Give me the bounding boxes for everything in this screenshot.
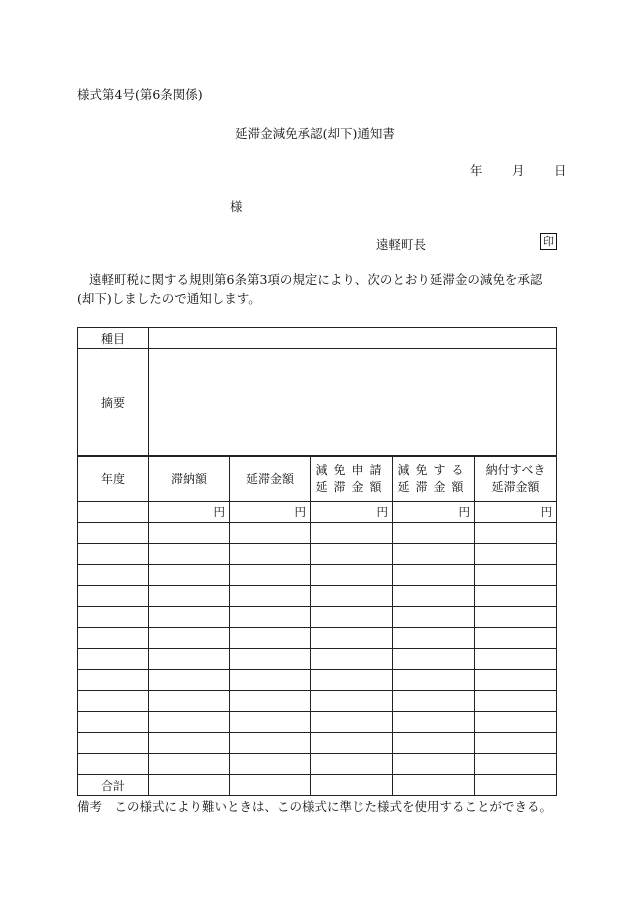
type-value-cell — [149, 328, 557, 349]
addressee-honorific: 様 — [230, 199, 243, 214]
unit-label: 円 — [311, 502, 393, 523]
col-header-payable-late-fee: 納付すべき 延滞金額 — [475, 456, 557, 502]
table-row — [78, 607, 557, 628]
table-cell — [78, 502, 149, 523]
notice-table — [77, 327, 557, 796]
table-row — [78, 670, 557, 691]
summary-row — [78, 349, 557, 457]
notice-body-text: 遠軽町税に関する規則第6条第3項の規定により、次のとおり延滞金の減免を承認(却下)しましたので通知します。 — [77, 272, 543, 306]
column-header-row — [78, 456, 557, 502]
document-title: 延滞金減免承認(却下)通知書 — [235, 126, 395, 141]
type-row — [78, 328, 557, 349]
date-day: 日 — [553, 163, 567, 178]
table-row — [78, 628, 557, 649]
unit-label: 円 — [393, 502, 475, 523]
total-row — [78, 775, 557, 796]
unit-label: 円 — [475, 502, 557, 523]
col-header-granted-reduction: 減免する 延滞金額 — [393, 456, 475, 502]
table-row — [78, 691, 557, 712]
table-row — [78, 649, 557, 670]
unit-label: 円 — [149, 502, 230, 523]
table-row — [78, 586, 557, 607]
total-label: 合計 — [78, 775, 149, 796]
issuer-name: 遠軽町長 — [376, 237, 427, 252]
date-month: 月 — [511, 163, 525, 178]
seal-mark: 印 — [540, 233, 557, 250]
summary-label: 摘要 — [78, 349, 149, 457]
date-line — [470, 161, 566, 179]
col-header-fiscal-year: 年度 — [78, 456, 149, 502]
summary-value-cell — [149, 349, 557, 457]
table-row — [78, 733, 557, 754]
col-header-late-fee-amount: 延滞金額 — [230, 456, 311, 502]
table-row — [78, 712, 557, 733]
table-row — [78, 544, 557, 565]
col-header-delinquent-amount: 滞納額 — [149, 456, 230, 502]
type-label: 種目 — [78, 328, 149, 349]
unit-row — [78, 502, 557, 523]
remarks-note: 備考 この様式により難いときは、この様式に準じた様式を使用することができる。 — [77, 799, 553, 814]
form-number: 様式第4号(第6条関係) — [77, 87, 203, 102]
unit-label: 円 — [230, 502, 311, 523]
date-year: 年 — [470, 163, 483, 178]
table-row — [78, 523, 557, 544]
table-row — [78, 565, 557, 586]
table-row — [78, 754, 557, 775]
col-header-requested-reduction: 減免申請 延滞金額 — [311, 456, 393, 502]
